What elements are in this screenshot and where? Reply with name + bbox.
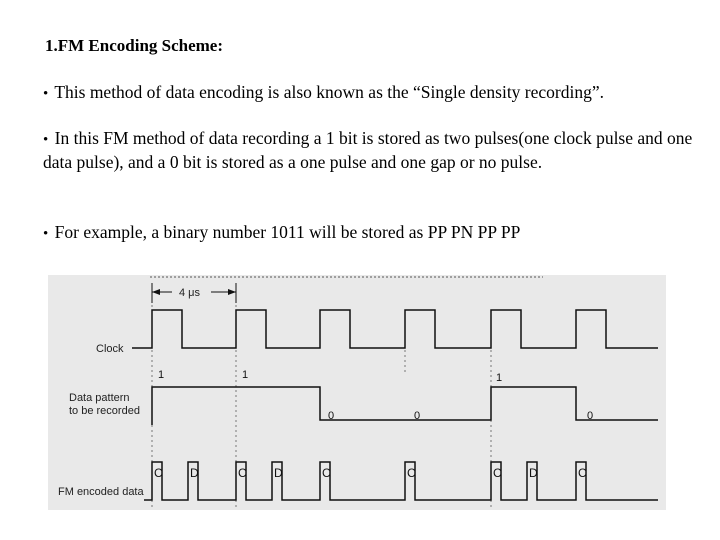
clock-label: Clock (96, 343, 124, 355)
bullet-marker: • (43, 86, 49, 102)
bit-label-2: 1 (242, 369, 249, 381)
clock-waveform (132, 310, 658, 348)
bullet-marker: • (43, 132, 49, 148)
bullet-marker: • (43, 226, 49, 242)
timing-diagram-svg (48, 275, 666, 510)
bullet-paragraph-2 (43, 127, 693, 173)
bit-label-4: 0 (414, 410, 421, 422)
data-label-line-2: to be recorded (69, 405, 140, 417)
page-title: 1.FM Encoding Scheme: (45, 36, 224, 55)
data-pulse-mark: D (190, 466, 199, 480)
clock-pulse-mark: C (407, 466, 416, 480)
clock-pulse-mark: C (493, 466, 502, 480)
bit-label-5: 1 (496, 372, 503, 384)
bit-label-3: 0 (328, 410, 335, 422)
fm-timing-diagram (48, 275, 666, 510)
clock-pulse-mark: C (578, 466, 587, 480)
data-pattern-waveform (152, 387, 658, 425)
bullet-text-2: In this FM method of data recording a 1 bit is stored as two pulses(one clock pulse and one data pulse), and a 0 bit is stored as a one pulse and one gap or no pulse. (43, 128, 693, 172)
bullet-paragraph-1 (43, 81, 693, 105)
clock-pulse-mark: C (154, 466, 163, 480)
bit-label-1: 1 (158, 369, 165, 381)
data-label-line-1: Data pattern (69, 392, 130, 404)
clock-pulse-mark: C (238, 466, 247, 480)
data-pulse-mark: D (529, 466, 538, 480)
bullet-text-3: For example, a binary number 1011 will be stored as PP PN PP PP (54, 222, 521, 242)
period-label: 4 μs (179, 287, 201, 299)
clock-pulse-mark: C (322, 466, 331, 480)
bullet-text-1: This method of data encoding is also known as the “Single density recording”. (54, 82, 604, 102)
bit-label-6: 0 (587, 410, 594, 422)
period-arrowhead-right (228, 289, 236, 295)
bullet-paragraph-3 (43, 221, 693, 245)
period-arrowhead-left (152, 289, 160, 295)
fm-encoded-label: FM encoded data (58, 486, 144, 498)
data-pulse-mark: D (274, 466, 283, 480)
